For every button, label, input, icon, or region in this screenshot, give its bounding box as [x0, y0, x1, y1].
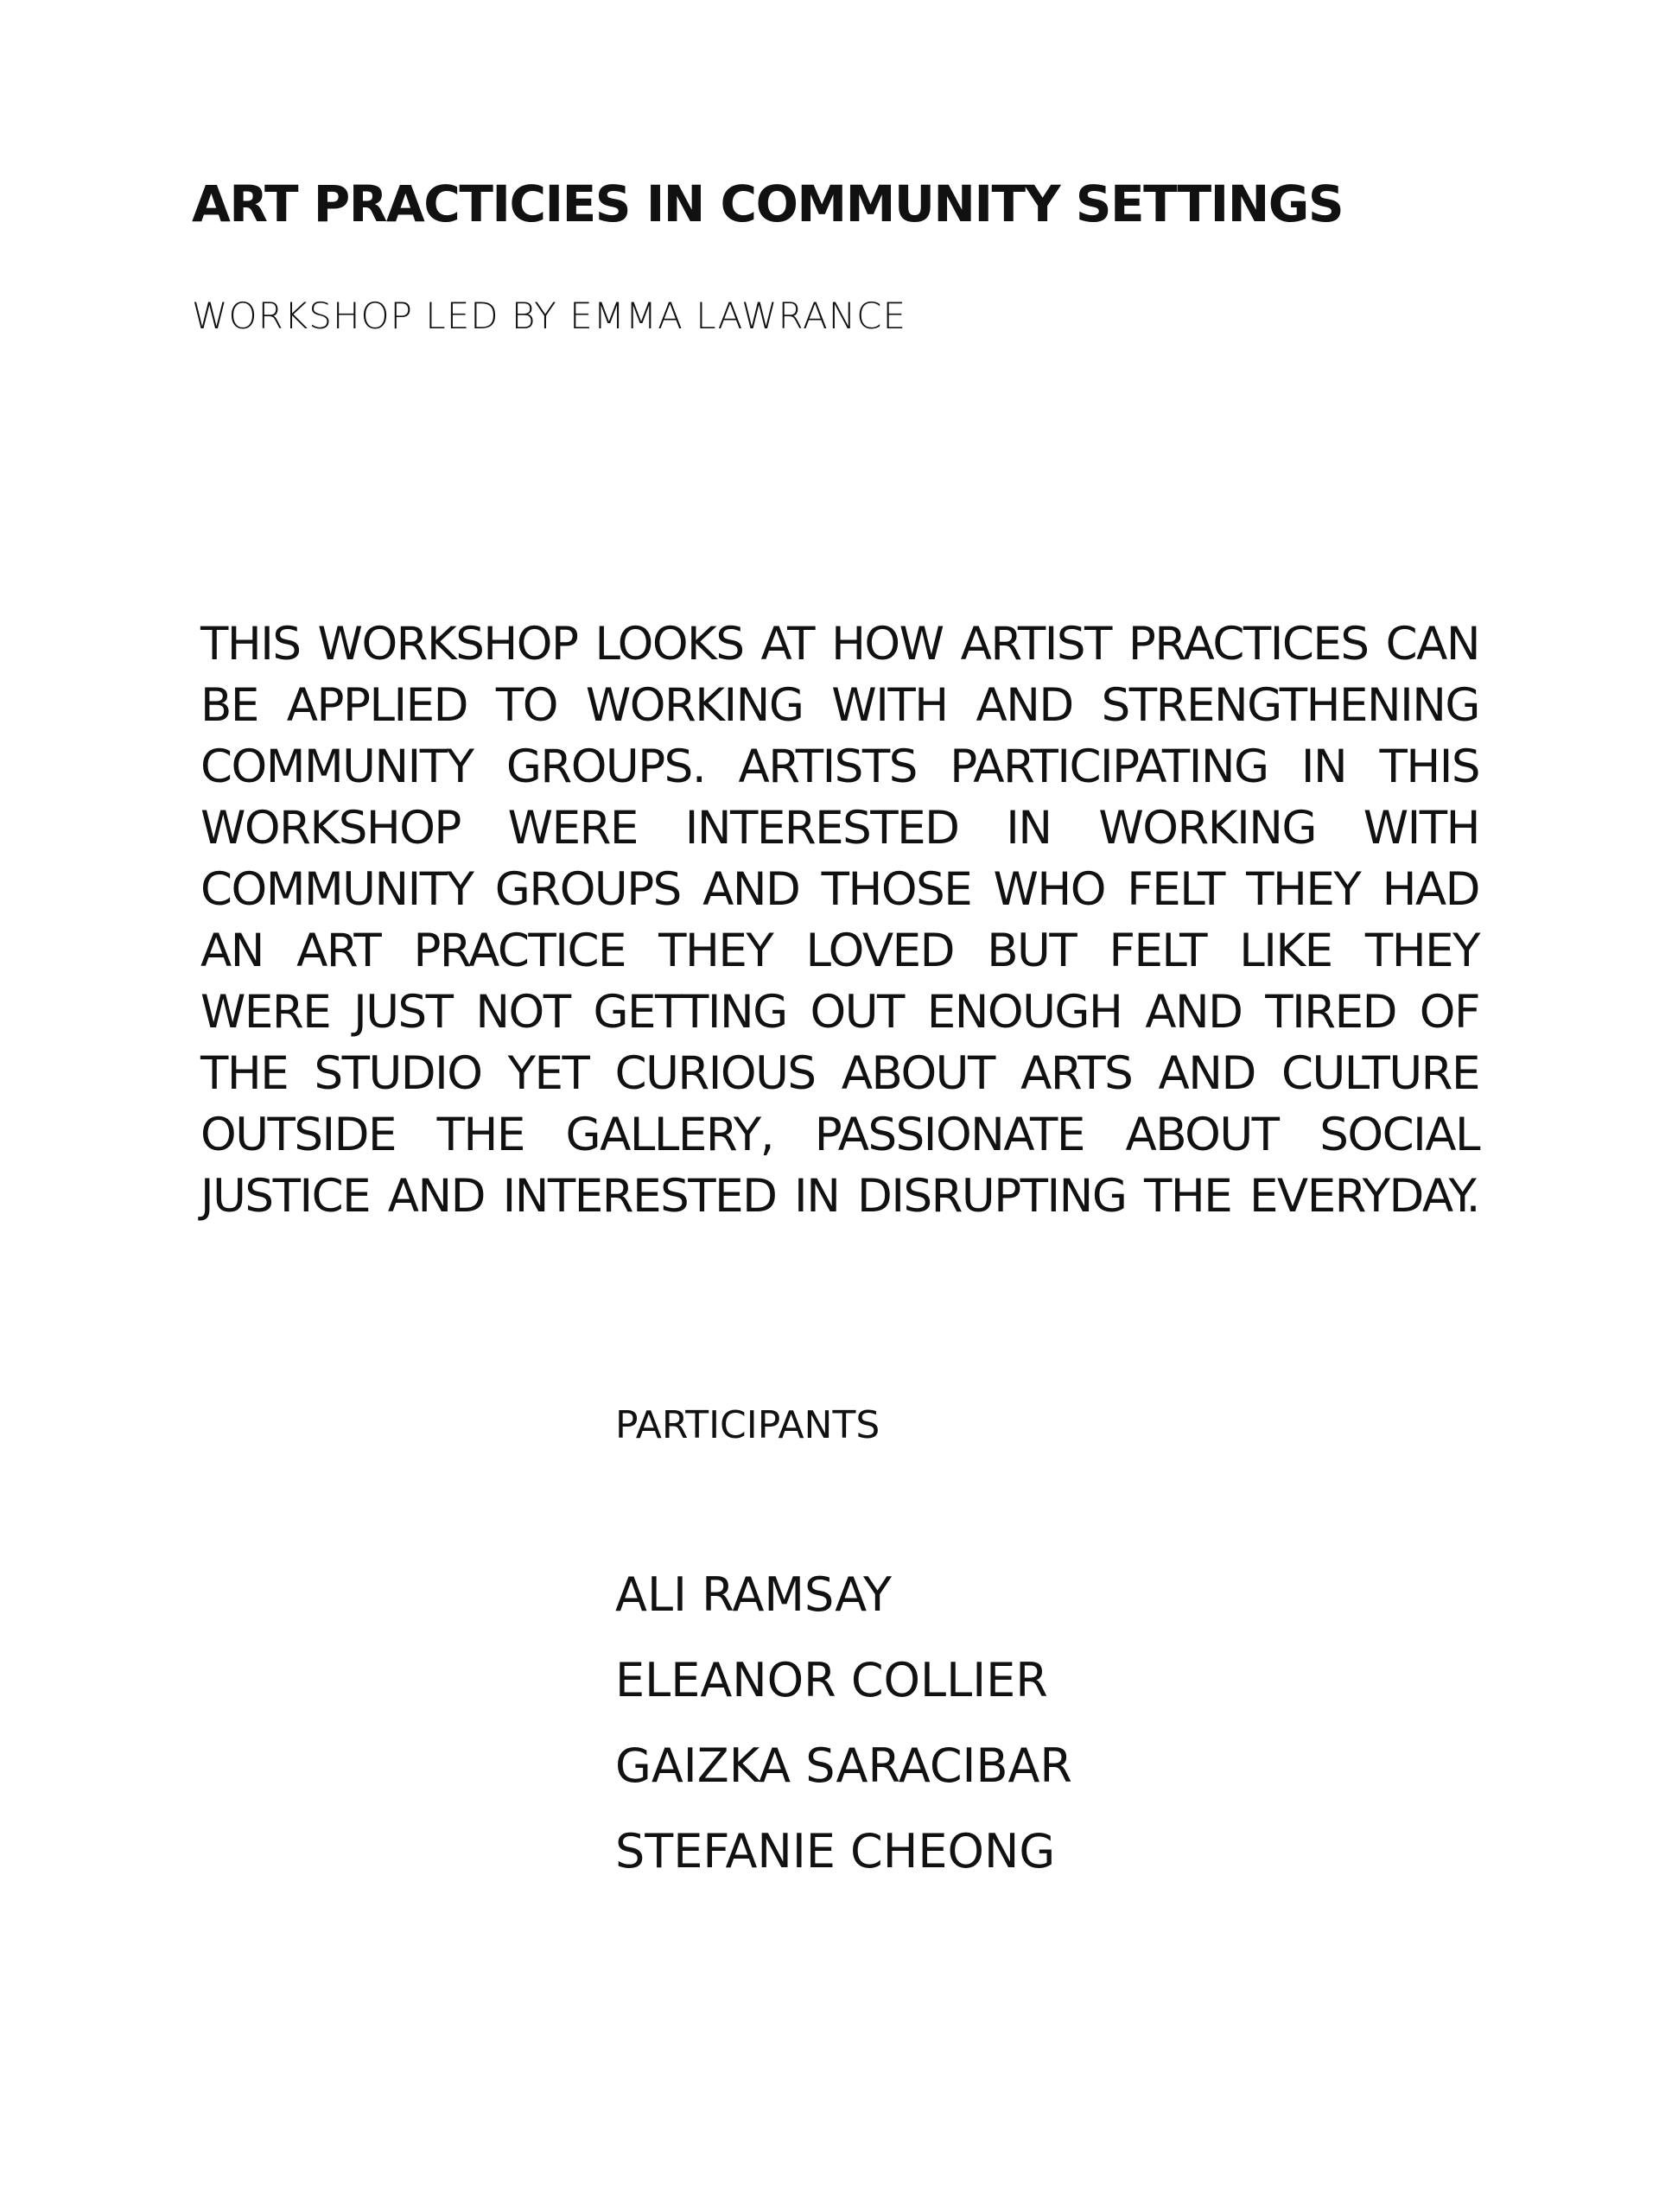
page-title: ART PRACTICIES IN COMMUNITY SETTINGS: [192, 175, 1344, 233]
workshop-leader-subtitle: WORKSHOP LED BY EMMA LAWRANCE: [192, 295, 907, 337]
description-line: THIS WORKSHOP LOOKS AT HOW ARTIST PRACTICES CAN: [200, 618, 1479, 671]
description-line: WERE JUST NOT GETTING OUT ENOUGH AND TIRED OF: [200, 986, 1479, 1039]
participants-list: [615, 1552, 1072, 1894]
description-line-last: JUSTICE AND INTERESTED IN DISRUPTING THE EVERYDAY.: [200, 1170, 1479, 1223]
participant-name: ALI RAMSAY: [615, 1567, 892, 1622]
description-line: AN ART PRACTICE THEY LOVED BUT FELT LIKE THEY: [200, 925, 1479, 977]
description-line: COMMUNITY GROUPS. ARTISTS PARTICIPATING IN THIS: [200, 741, 1479, 793]
description-line: OUTSIDE THE GALLERY, PASSIONATE ABOUT SOCIAL: [200, 1109, 1479, 1161]
participant-name: STEFANIE CHEONG: [615, 1824, 1056, 1878]
description-line: COMMUNITY GROUPS AND THOSE WHO FELT THEY HAD: [200, 863, 1479, 916]
participant-name: GAIZKA SARACIBAR: [615, 1738, 1072, 1793]
description-line: WORKSHOP WERE INTERESTED IN WORKING WITH: [200, 802, 1479, 855]
description-line: THE STUDIO YET CURIOUS ABOUT ARTS AND CULTURE: [200, 1047, 1479, 1100]
participant-name: ELEANOR COLLIER: [615, 1653, 1048, 1707]
workshop-description: [200, 613, 1479, 1227]
description-line: BE APPLIED TO WORKING WITH AND STRENGTHENING: [200, 679, 1479, 732]
participants-heading: PARTICIPANTS: [615, 1403, 880, 1447]
